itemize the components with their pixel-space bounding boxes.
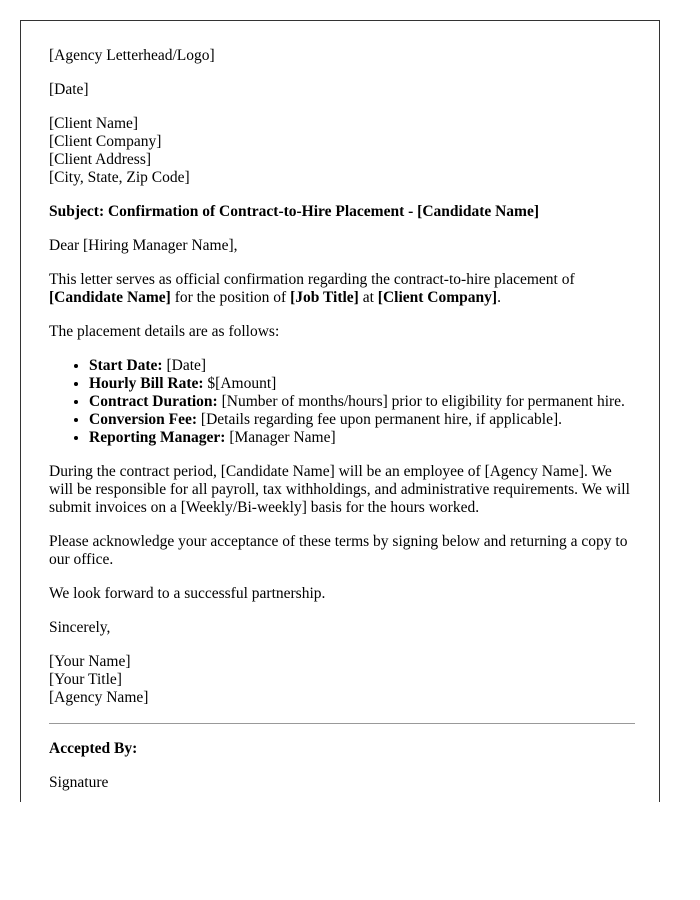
- placement-details-list: [49, 357, 635, 447]
- details-intro: The placement details are as follows:: [49, 323, 280, 340]
- detail-label: Reporting Manager:: [89, 429, 226, 446]
- detail-reporting-manager: [89, 429, 635, 447]
- client-address-block: [49, 115, 635, 187]
- letter-date: [Date]: [49, 81, 89, 98]
- intro-text-2: for the position of: [170, 289, 291, 306]
- acknowledge-paragraph: Please acknowledge your acceptance of these terms by signing below and returning a copy to our office.: [49, 533, 628, 568]
- intro-text-3: at: [358, 289, 378, 306]
- detail-value: [Number of months/hours] prior to eligibility for permanent hire.: [217, 393, 625, 410]
- detail-label: Hourly Bill Rate:: [89, 375, 204, 392]
- client-city-state-zip: [City, State, Zip Code]: [49, 169, 190, 186]
- salutation: Dear [Hiring Manager Name],: [49, 237, 238, 254]
- contract-period-paragraph: During the contract period, [Candidate Name] will be an employee of [Agency Name]. We will be responsible for all payroll, tax withholdings, and administrative requirements. We will submit invoices on a [Weekly/Bi-weekly] basis for the hours worked.: [49, 463, 630, 516]
- detail-value: [Date]: [162, 357, 207, 374]
- detail-label: Conversion Fee:: [89, 411, 198, 428]
- closing: Sincerely,: [49, 619, 111, 636]
- sender-name: [Your Name]: [49, 653, 131, 670]
- letter-page: [20, 20, 660, 802]
- accepted-by-heading: Accepted By:: [49, 740, 138, 757]
- letter-subject: Subject: Confirmation of Contract-to-Hire Placement - [Candidate Name]: [49, 203, 540, 220]
- sender-title: [Your Title]: [49, 671, 122, 688]
- detail-label: Start Date:: [89, 357, 163, 374]
- partnership-paragraph: We look forward to a successful partnership.: [49, 585, 326, 602]
- signature-block: [49, 653, 635, 707]
- sender-agency: [Agency Name]: [49, 689, 149, 706]
- detail-start-date: [89, 357, 635, 375]
- intro-text-4: .: [497, 289, 501, 306]
- intro-text-1: This letter serves as official confirmation regarding the contract-to-hire placement of: [49, 271, 575, 288]
- letter-content: [49, 47, 635, 802]
- detail-value: [Details regarding fee upon permanent hire, if applicable].: [197, 411, 563, 428]
- detail-value: $[Amount]: [203, 375, 277, 392]
- intro-paragraph: [49, 271, 635, 307]
- agency-letterhead: [Agency Letterhead/Logo]: [49, 47, 215, 64]
- intro-client-company: [Client Company]: [377, 289, 498, 306]
- detail-conversion-fee: [89, 411, 635, 429]
- client-address: [Client Address]: [49, 151, 152, 168]
- section-divider: [49, 723, 635, 724]
- detail-contract-duration: [89, 393, 635, 411]
- intro-candidate-name: [Candidate Name]: [49, 289, 171, 306]
- detail-value: [Manager Name]: [225, 429, 336, 446]
- intro-job-title: [Job Title]: [290, 289, 359, 306]
- client-name: [Client Name]: [49, 115, 139, 132]
- detail-hourly-bill-rate: [89, 375, 635, 393]
- client-company: [Client Company]: [49, 133, 162, 150]
- signature-label: Signature: [49, 774, 109, 791]
- detail-label: Contract Duration:: [89, 393, 218, 410]
